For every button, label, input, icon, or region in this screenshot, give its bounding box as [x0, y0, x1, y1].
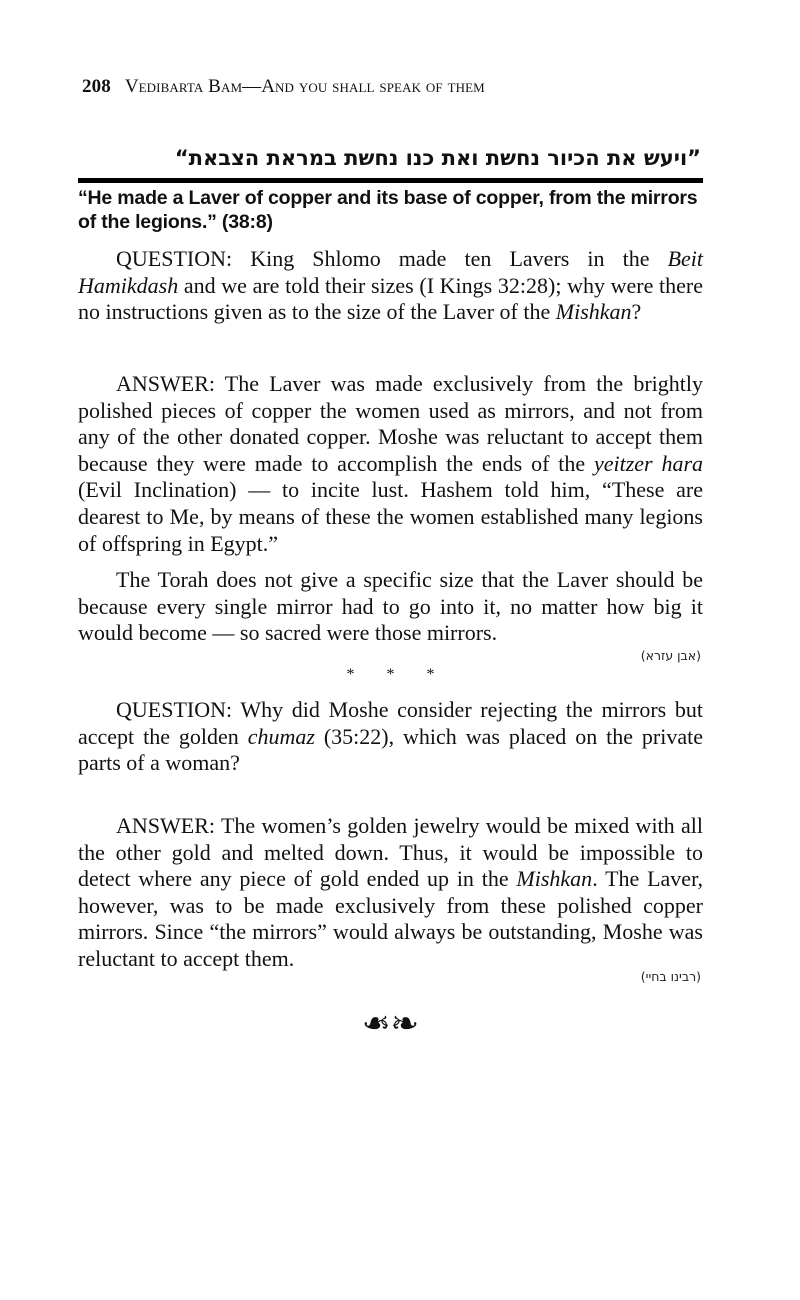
fleuron-ornament-icon [78, 1004, 703, 1044]
text-segment: ? [631, 299, 642, 325]
heading-rule [78, 178, 703, 183]
explanation-paragraph [78, 567, 703, 647]
italic-term: yeitzer hara [593, 450, 704, 476]
question-paragraph-1 [78, 246, 703, 326]
verse-translation-caption: “He made a Laver of copper and its base of copper, from the mirrors of the legions.” (38:8) [78, 187, 698, 233]
italic-term: chumaz [247, 723, 315, 749]
italic-term: Beit Hamikdash [78, 246, 703, 298]
text-segment: Why did Moshe consider rejecting the mirrors but accept the golden [78, 697, 703, 749]
hebrew-verse-heading: ”ויעש את הכיור נחשת ואת כנו נחשת במראת הצבאת“ [174, 146, 701, 170]
question-paragraph-2 [78, 697, 703, 777]
running-head [82, 76, 485, 98]
text-segment: (Evil Inclination) — to incite lust. Hashem told him, “These are dearest to Me, by means of these the women established many legions of offspring in Egypt.” [78, 477, 703, 556]
paragraph-text [78, 371, 703, 557]
answer-paragraph-1 [78, 371, 703, 557]
book-title: Vedibarta Bam—And you shall speak of them [124, 76, 485, 97]
text-segment: King Shlomo made ten Lavers in the [232, 246, 668, 271]
paragraph-label: ANSWER: [116, 371, 215, 396]
paragraph-label: QUESTION: [116, 246, 233, 271]
paragraph-label: ANSWER: [116, 813, 215, 838]
paragraph-label: QUESTION: [116, 697, 233, 722]
text-segment: and we are told their sizes (I Kings 32:28); why were there no instructions given as to the size of the Laver of the [78, 272, 703, 325]
italic-term: Mishkan [555, 299, 632, 325]
source-citation-rabbeinu-bachya: (רבינו בחיי) [640, 969, 701, 984]
paragraph-text [78, 567, 703, 647]
page-number: 208 [82, 76, 111, 97]
text-segment: (35:22), which was placed on the private parts of a woman? [78, 723, 703, 776]
text-segment: The Laver was made exclusively from the brightly polished pieces of copper the women used as mirrors, and not from any of the other donated copper. Moshe was reluctant to accept them because they were made to accomplish the ends of the [78, 371, 703, 476]
text-segment: The Torah does not give a specific size that the Laver should be because every single mirror had to go into it, no matter how big it would become — so sacred were those mirrors. [78, 567, 703, 646]
paragraph-text [78, 813, 703, 973]
source-citation-ibn-ezra: (אבן עזרא) [640, 648, 701, 663]
paragraph-text [78, 246, 703, 326]
text-segment: . The Laver, however, was to be made exclusively from these polished copper mirrors. Since “the mirrors” would always be outstanding, Moshe was reluctant to accept them. [78, 866, 704, 971]
paragraph-text [78, 697, 703, 777]
answer-paragraph-2 [78, 813, 703, 973]
text-segment: The women’s golden jewelry would be mixed with all the other gold and melted down. Thus, it would be impossible to detect where any piece of gold ended up in the [78, 813, 703, 892]
italic-term: Mishkan [516, 866, 593, 892]
section-separator: * * * [346, 666, 449, 683]
fleuron-right-icon: ❧ [390, 1004, 415, 1044]
fleuron-left-icon: ❧ [366, 1004, 391, 1044]
